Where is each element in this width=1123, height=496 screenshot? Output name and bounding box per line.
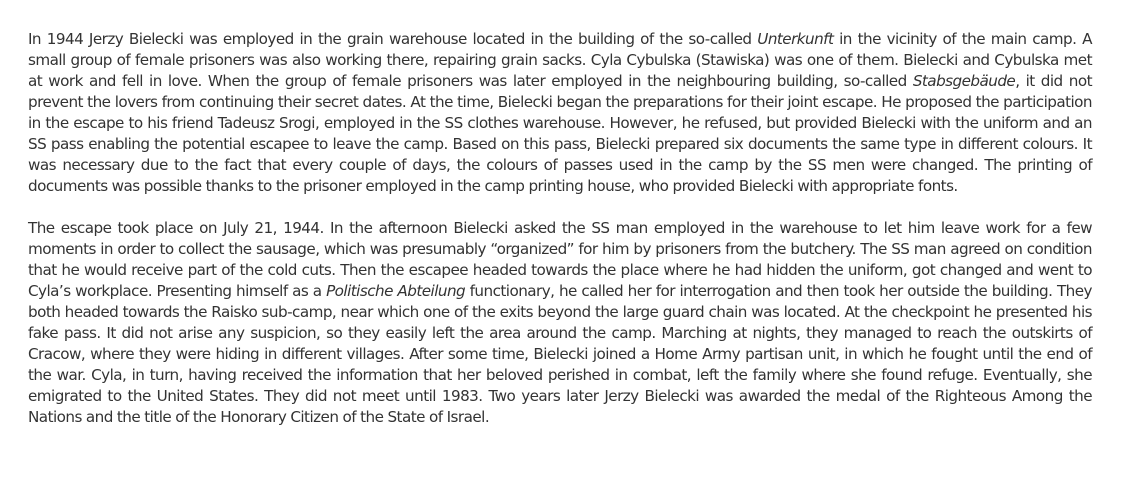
text-run: , it did not prevent the lovers from continuing their secret dates. At the time, Bielecki began the preparations for their joint escape. He proposed the participation in the escape to his friend Tadeusz Srogi, employed in the SS clothes warehouse. However, he refused, but provided Bielecki with the uniform and an SS pass enabling the potential escapee to leave the camp. Based on this pass, Bielecki prepared six documents the same type in different colours. It was necessary due to the fact that every couple of days, the colours of passes used in the camp by the SS men were changed. The printing of documents was possible thanks to the prisoner employed in the camp printing house, who provided Bielecki with appropriate fonts.	[28, 72, 1092, 195]
italic-term-politische-abteilung: Politische Abteilung	[326, 282, 466, 300]
text-run: The escape took place on July 21, 1944. In the afternoon Bielecki asked the SS man employed in the warehouse to let him leave work for a few moments in order to collect the sausage, which was presumably “organized” for him by prisoners from the butchery. The SS man agreed on condition that he would receive part of the cold cuts. Then the escapee headed towards the place where he had hidden the uniform, got changed and went to Cyla’s workplace. Presenting himself as a	[28, 219, 1092, 300]
text-run: In 1944 Jerzy Bielecki was employed in the grain warehouse located in the building of the so-called	[28, 30, 758, 48]
text-run: in the vicinity of the main camp. A small group of female prisoners was also working there, repairing grain sacks. Cyla Cybulska (Stawiska) was one of them. Bielecki and Cybulska met at work and fell in love. When the group of female prisoners was later employed in the neighbouring building, so-called	[28, 30, 1092, 90]
text-run: functionary, he called her for interrogation and then took her outside the building. They both headed towards the Raisko sub-camp, near which one of the exits beyond the large guard chain was located. At the checkpoint he presented his fake pass. It did not arise any suspicion, so they easily left the area around the camp. Marching at nights, they managed to reach the outskirts of Cracow, where they were hiding in different villages. After some time, Bielecki joined a Home Army partisan unit, in which he fought until the end of the war. Cyla, in turn, having received the information that her beloved perished in combat, left the family where she found refuge. Eventually, she emigrated to the United States. They did not meet until 1983. Two years later Jerzy Bielecki was awarded the medal of the Righteous Among the Nations and the title of the Honorary Citizen of the State of Israel.	[28, 282, 1092, 426]
document-body	[28, 29, 1092, 428]
paragraph-1	[28, 29, 1092, 197]
italic-term-stabsgebaude: Stabsgebäude	[912, 72, 1016, 90]
paragraph-2	[28, 218, 1092, 428]
italic-term-unterkunft: Unterkunft	[757, 30, 834, 48]
